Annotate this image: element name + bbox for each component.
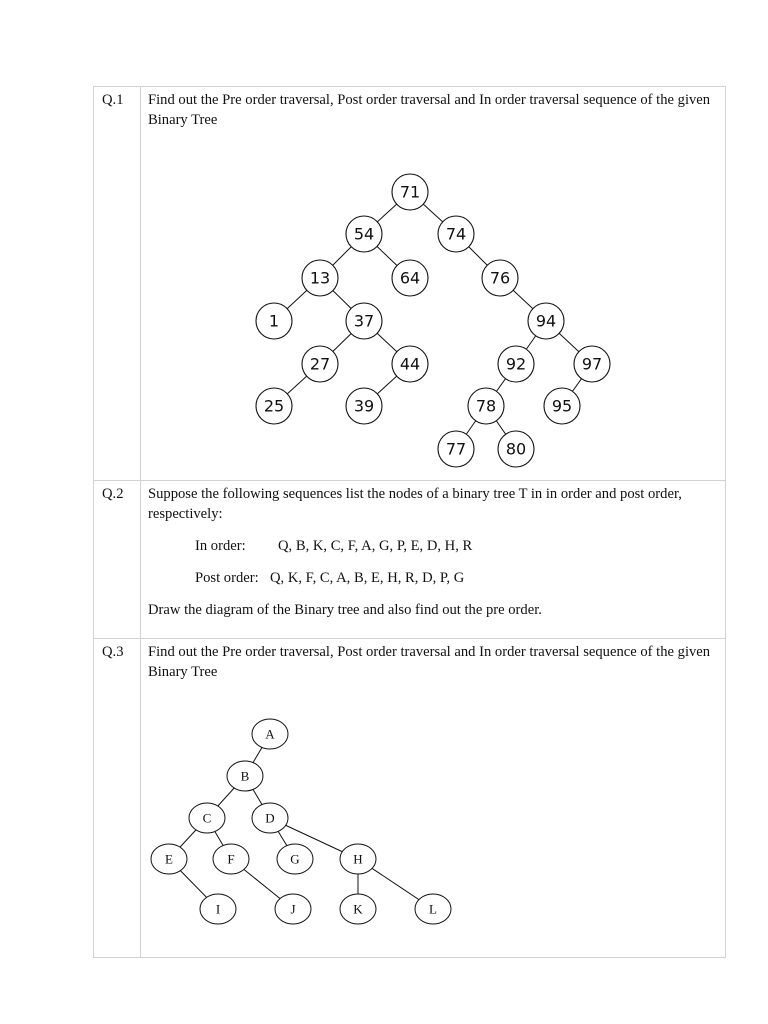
tree-node xyxy=(302,346,338,382)
tree-node xyxy=(277,844,313,874)
tree-node xyxy=(528,303,564,339)
tree-node xyxy=(302,260,338,296)
svg-text:39: 39 xyxy=(353,396,375,416)
post-order-value: Q, K, F, C, A, B, E, H, R, D, P, G xyxy=(270,570,465,586)
question-row-1 xyxy=(94,87,726,481)
question-number: Q.3 xyxy=(94,639,141,958)
tree-node xyxy=(415,894,451,924)
tree-node xyxy=(438,431,474,467)
questions-table xyxy=(93,86,726,958)
tree-node xyxy=(340,894,376,924)
post-order-label: Post order: xyxy=(195,570,259,586)
svg-text:54: 54 xyxy=(353,224,375,244)
tree-node xyxy=(498,431,534,467)
svg-text:64: 64 xyxy=(399,268,421,288)
tree-node xyxy=(346,303,382,339)
binary-tree-diagram-2 xyxy=(148,682,708,957)
post-order-sequence xyxy=(148,568,719,588)
tree-node xyxy=(256,303,292,339)
question-text: Suppose the following sequences list the nodes of a binary tree T in in order and post order, respectively: xyxy=(148,486,682,522)
tree-node xyxy=(256,388,292,424)
question-body xyxy=(141,481,726,639)
tree-node xyxy=(346,388,382,424)
tree-node xyxy=(200,894,236,924)
svg-text:13: 13 xyxy=(309,268,331,288)
svg-text:44: 44 xyxy=(399,354,421,374)
svg-text:94: 94 xyxy=(535,311,557,331)
question-text: Find out the Pre order traversal, Post order traversal and In order traversal sequence of the given Binary Tree xyxy=(148,92,711,128)
tree-node xyxy=(340,844,376,874)
svg-text:L: L xyxy=(429,901,437,917)
tree-node xyxy=(544,388,580,424)
question-row-2 xyxy=(94,481,726,639)
in-order-sequence xyxy=(148,536,719,556)
tree-node xyxy=(392,174,428,210)
question-number: Q.1 xyxy=(94,87,141,481)
tree-node xyxy=(213,844,249,874)
svg-text:95: 95 xyxy=(551,396,573,416)
tree-node xyxy=(468,388,504,424)
svg-text:92: 92 xyxy=(505,354,527,374)
svg-text:37: 37 xyxy=(353,311,375,331)
svg-text:1: 1 xyxy=(268,311,280,331)
svg-text:F: F xyxy=(227,851,235,867)
svg-text:76: 76 xyxy=(489,268,511,288)
svg-text:J: J xyxy=(290,901,296,917)
svg-text:A: A xyxy=(265,726,275,742)
question-body xyxy=(141,639,726,958)
svg-text:G: G xyxy=(290,851,300,867)
svg-text:80: 80 xyxy=(505,439,527,459)
question-row-3 xyxy=(94,639,726,958)
tree-node xyxy=(189,803,225,833)
question-instruction: Draw the diagram of the Binary tree and also find out the pre order. xyxy=(148,602,542,618)
svg-text:K: K xyxy=(353,901,363,917)
svg-text:78: 78 xyxy=(475,396,497,416)
tree-node xyxy=(498,346,534,382)
svg-text:I: I xyxy=(215,901,221,917)
tree-node xyxy=(346,216,382,252)
tree-node xyxy=(252,719,288,749)
tree-node xyxy=(151,844,187,874)
svg-text:D: D xyxy=(265,810,275,826)
question-body xyxy=(141,87,726,481)
tree-node xyxy=(392,346,428,382)
svg-text:E: E xyxy=(165,851,173,867)
svg-text:B: B xyxy=(240,768,250,784)
question-number: Q.2 xyxy=(94,481,141,639)
svg-text:71: 71 xyxy=(399,182,421,202)
svg-text:25: 25 xyxy=(263,396,285,416)
question-text: Find out the Pre order traversal, Post order traversal and In order traversal sequence of the given Binary Tree xyxy=(148,644,711,680)
binary-tree-diagram-1 xyxy=(148,130,708,480)
tree-node xyxy=(482,260,518,296)
svg-text:74: 74 xyxy=(445,224,467,244)
svg-text:27: 27 xyxy=(309,354,331,374)
in-order-label: In order: xyxy=(195,538,246,554)
tree-node xyxy=(227,761,263,791)
tree-node xyxy=(574,346,610,382)
tree-node xyxy=(275,894,311,924)
svg-text:C: C xyxy=(202,810,212,826)
tree-node xyxy=(438,216,474,252)
svg-text:H: H xyxy=(353,851,363,867)
svg-text:97: 97 xyxy=(581,354,603,374)
svg-text:77: 77 xyxy=(445,439,467,459)
in-order-value: Q, B, K, C, F, A, G, P, E, D, H, R xyxy=(278,538,473,554)
tree-node xyxy=(392,260,428,296)
tree-node xyxy=(252,803,288,833)
